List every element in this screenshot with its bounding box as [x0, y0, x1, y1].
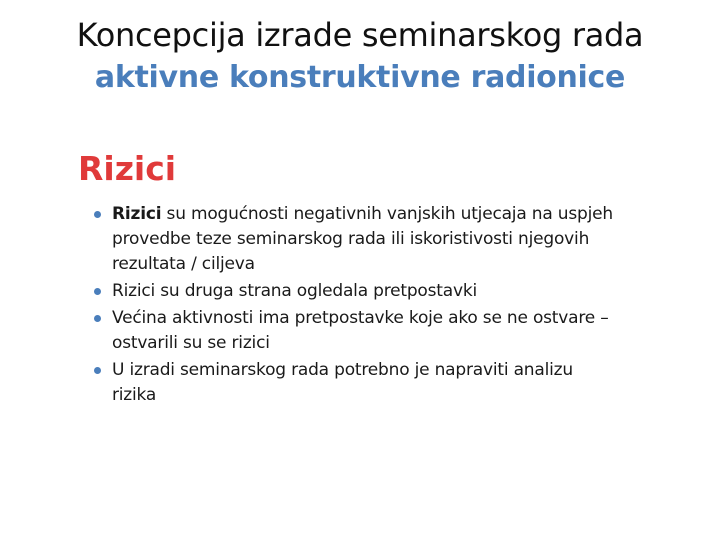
bullet-text: Većina aktivnosti ima pretpostavke koje ako se ne ostvare – ostvarili su se rizici: [112, 308, 609, 353]
bullet-item: [92, 279, 618, 304]
bullet-item: [92, 202, 618, 277]
section-heading: Rizici: [78, 149, 177, 188]
title-line-2: aktivne konstruktivne radionice: [94, 60, 626, 95]
bullet-text: su mogućnosti negativnih vanjskih utjecaja na uspjeh provedbe teze seminarskog rada ili iskoristivosti njegovih rezultata / ciljeva: [112, 204, 613, 274]
slide-content: [78, 146, 618, 410]
title-line-1: Koncepcija izrade seminarskog rada: [76, 16, 644, 54]
bullet-list: [78, 202, 618, 408]
bullet-dot-icon: [94, 211, 101, 218]
bullet-text: Rizici su druga strana ogledala pretpostavki: [112, 281, 478, 301]
bullet-text: U izradi seminarskog rada potrebno je napraviti analizu rizika: [112, 360, 573, 405]
bullet-dot-icon: [94, 315, 101, 322]
bullet-item: [92, 306, 618, 356]
bullet-bold-lead: Rizici: [112, 204, 162, 224]
bullet-item: [92, 358, 618, 408]
slide-title: [0, 14, 720, 100]
bullet-dot-icon: [94, 367, 101, 374]
bullet-dot-icon: [94, 288, 101, 295]
